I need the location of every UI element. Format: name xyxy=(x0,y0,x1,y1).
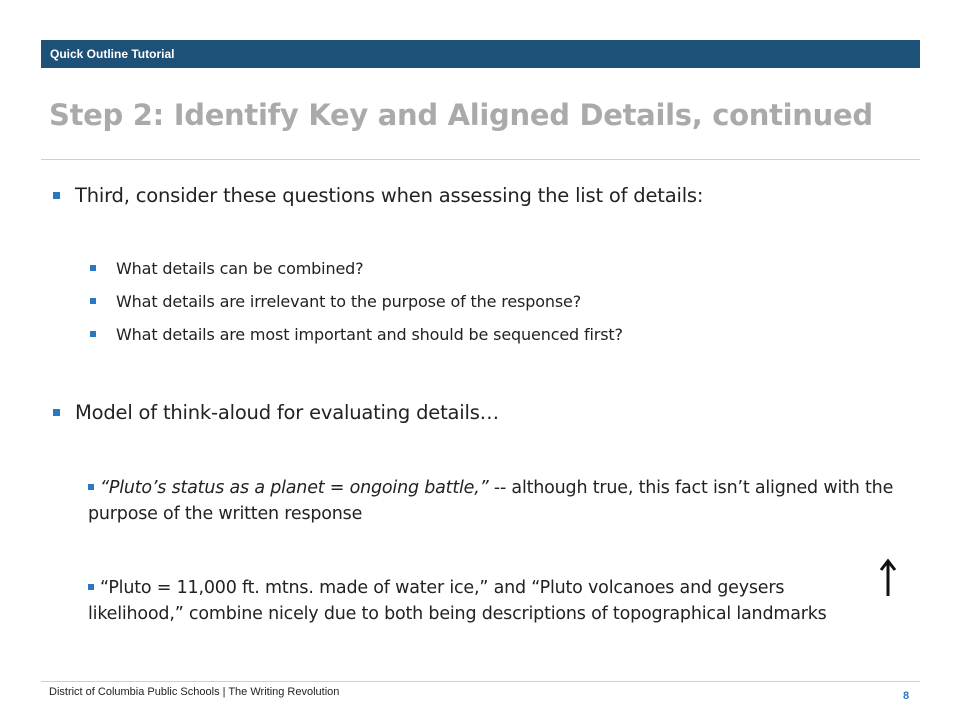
title-divider xyxy=(41,159,920,160)
footer-text: District of Columbia Public Schools | The Writing Revolution xyxy=(49,686,340,698)
sub-bullet-text: What details are irrelevant to the purpose of the response? xyxy=(116,292,582,311)
bullet-item-model xyxy=(53,400,499,426)
sub-bullet-item xyxy=(90,291,581,313)
header-label: Quick Outline Tutorial xyxy=(50,47,175,61)
square-bullet-icon xyxy=(90,331,96,337)
slide-title: Step 2: Identify Key and Aligned Details, continued xyxy=(49,98,873,132)
sub-bullet-item xyxy=(90,258,364,280)
bullet-text: Model of think-aloud for evaluating details… xyxy=(75,401,499,424)
bullet-item-questions xyxy=(53,183,703,209)
square-bullet-icon xyxy=(90,298,96,304)
example-text: “Pluto = 11,000 ft. mtns. made of water ice,” and “Pluto volcanoes and geysers likelihood,” combine nicely due to both being descriptions of topographical landmarks xyxy=(88,578,827,624)
sub-bullet-text: What details can be combined? xyxy=(116,259,364,278)
example-item-pluto-status xyxy=(88,475,913,527)
example-item-pluto-landmarks xyxy=(88,575,873,627)
square-bullet-icon xyxy=(53,409,60,416)
header-bar xyxy=(41,40,920,68)
square-bullet-icon xyxy=(88,484,94,490)
square-bullet-icon xyxy=(53,192,60,199)
up-arrow-icon xyxy=(879,558,897,598)
bullet-text: Third, consider these questions when assessing the list of details: xyxy=(75,184,704,207)
square-bullet-icon xyxy=(88,584,94,590)
sub-bullet-item xyxy=(90,324,623,346)
page-number: 8 xyxy=(903,690,910,702)
example-quote: “Pluto’s status as a planet = ongoing battle,” xyxy=(100,478,489,498)
square-bullet-icon xyxy=(90,265,96,271)
example-text: -- although true, this fact isn’t aligned with the purpose of the written response xyxy=(88,478,894,524)
sub-bullet-text: What details are most important and should be sequenced first? xyxy=(116,325,623,344)
footer-divider xyxy=(41,681,920,682)
